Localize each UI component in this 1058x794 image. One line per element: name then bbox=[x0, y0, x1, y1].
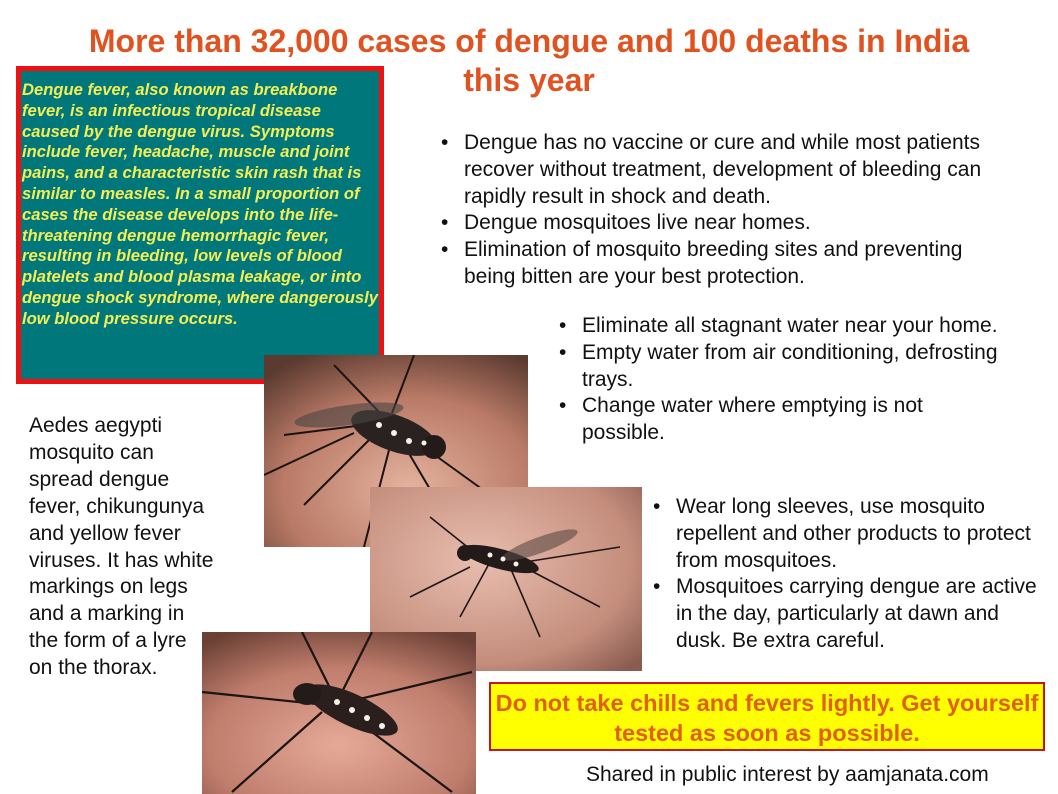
aedes-caption: Aedes aegypti mosquito can spread dengue fever, chikungunya and yellow fever viruses. It has white markings on legs and a marking in the form of a lyre on the thorax. bbox=[29, 414, 214, 680]
list-item: • Change water where emptying is not possible. bbox=[558, 393, 998, 447]
bullet-list-protect bbox=[652, 494, 1047, 655]
page-title: More than 32,000 cases of dengue and 100 deaths in India this year bbox=[88, 23, 970, 98]
bullet-list-water bbox=[558, 313, 998, 447]
bullet-list-main bbox=[440, 130, 1000, 291]
list-item: • Dengue mosquitoes live near homes. bbox=[440, 210, 1000, 237]
list-item: • Elimination of mosquito breeding sites and preventing being bitten are your best protection. bbox=[440, 237, 1000, 291]
mosquito-photo-3 bbox=[202, 632, 476, 794]
footer-credit: Shared in public interest by aamjanata.com bbox=[586, 763, 989, 786]
warning-box: Do not take chills and fevers lightly. Get yourself tested as soon as possible. bbox=[489, 682, 1045, 751]
list-item: • Wear long sleeves, use mosquito repellent and other products to protect from mosquitoes. bbox=[652, 494, 1047, 574]
info-box-text: Dengue fever, also known as breakbone fever, is an infectious tropical disease caused by the dengue virus. Symptoms include fever, headache, muscle and joint pains, and a characteristic skin rash that is similar to measles. In a small proportion of cases the disease develops into the life-threatening dengue hemorrhagic fever, resulting in bleeding, low levels of blood platelets and blood plasma leakage, or into dengue shock syndrome, where dangerously low blood pressure occurs. bbox=[22, 80, 378, 328]
list-item: • Eliminate all stagnant water near your home. bbox=[558, 313, 998, 340]
list-item: • Dengue has no vaccine or cure and while most patients recover without treatment, development of bleeding can rapidly result in shock and death. bbox=[440, 130, 1000, 210]
list-item: • Mosquitoes carrying dengue are active in the day, particularly at dawn and dusk. Be extra careful. bbox=[652, 574, 1047, 654]
list-item: • Empty water from air conditioning, defrosting trays. bbox=[558, 340, 998, 394]
